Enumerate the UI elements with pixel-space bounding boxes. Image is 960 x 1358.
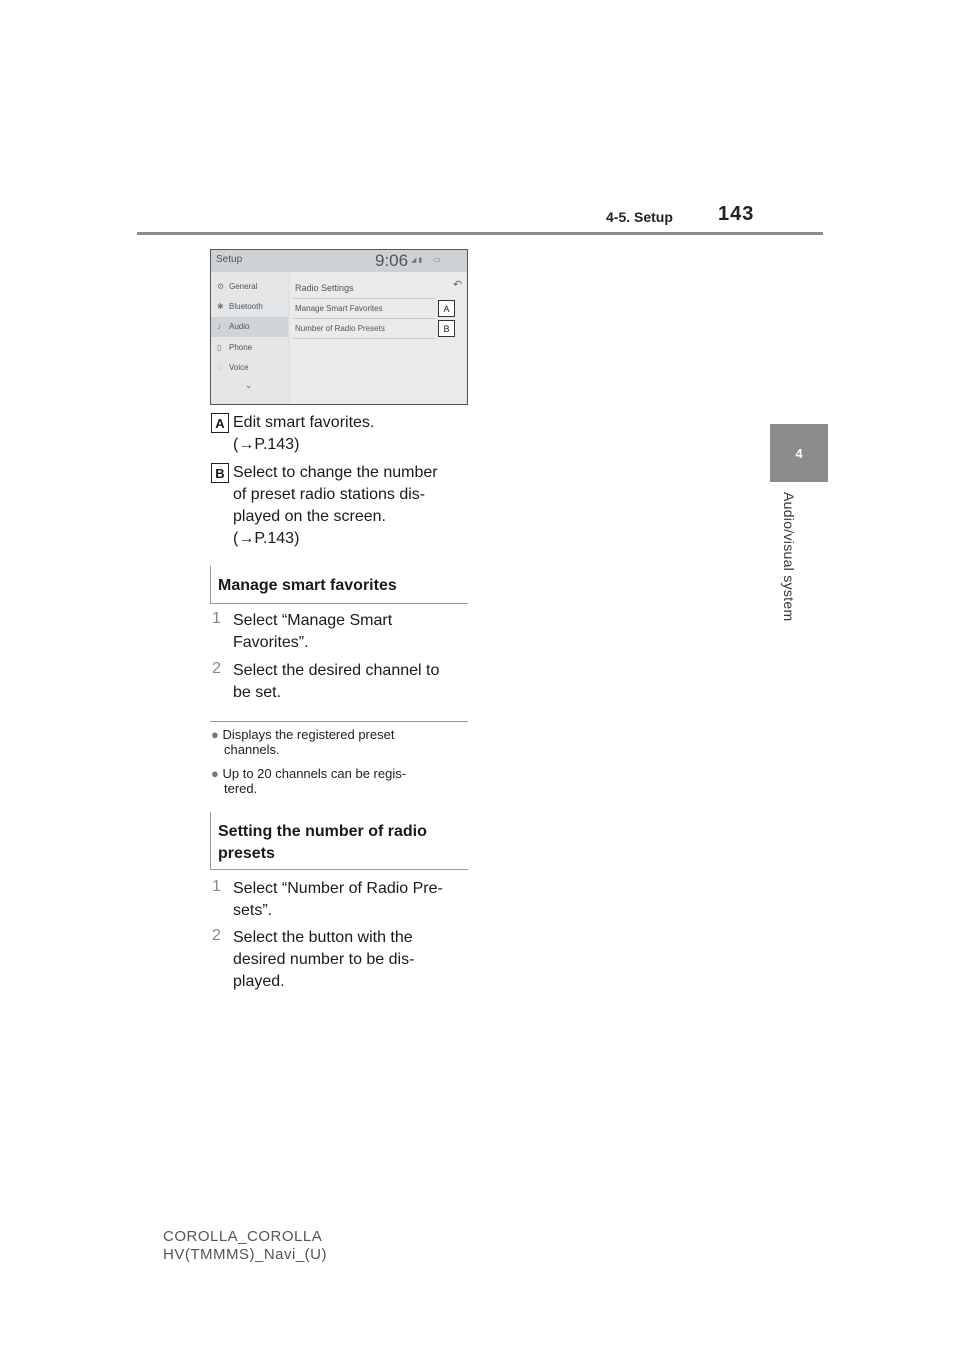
bullet-icon: ● xyxy=(211,766,219,781)
step-number: 2 xyxy=(212,660,221,677)
back-icon: ↶ xyxy=(453,279,463,291)
callout-b: B xyxy=(438,320,455,337)
gear-icon: ⚙ xyxy=(217,282,225,291)
screen-clock: 9:06 xyxy=(375,251,409,270)
header-divider xyxy=(137,232,823,235)
step-number: 1 xyxy=(212,610,221,627)
step-number: 1 xyxy=(212,878,221,895)
notes-divider xyxy=(210,721,468,722)
description-a: Edit smart favorites. (→P.143) xyxy=(233,414,375,453)
chapter-label: Audio/visual system xyxy=(781,492,797,622)
bullet-icon: ● xyxy=(211,727,219,742)
step-text: Select “Manage Smart Favorites”. xyxy=(233,612,393,651)
chevron-down-icon: ⌄ xyxy=(245,380,253,390)
menu-item-general: ⚙ General xyxy=(217,282,258,291)
screen-title: Setup xyxy=(216,254,243,265)
section-title-manage-smart-favorites: Manage smart favorites xyxy=(210,566,468,604)
note-item: ● Up to 20 channels can be regis- tered. xyxy=(211,766,407,796)
section-title-number-of-radio-presets: Setting the number of radio presets xyxy=(210,812,468,870)
step-text: Select the button with the desired number to be dis- played. xyxy=(233,929,415,990)
menu-item-phone: ▯ Phone xyxy=(217,343,253,352)
menu-item-bluetooth: ✱ Bluetooth xyxy=(217,302,263,311)
step-number: 2 xyxy=(212,927,221,944)
screen-status-bar xyxy=(211,250,467,272)
menu-item-voice: ◌ Voice xyxy=(217,363,249,372)
page-number: 143 xyxy=(718,203,755,225)
content-title: Radio Settings xyxy=(295,283,354,293)
menu-item-audio: ♪ Audio xyxy=(211,317,288,337)
label-b: B xyxy=(211,463,229,483)
voice-icon: ◌ xyxy=(217,363,222,372)
note-item: ● Displays the registered preset channels. xyxy=(211,727,395,757)
music-note-icon: ♪ xyxy=(217,322,221,331)
label-a: A xyxy=(211,413,229,433)
callout-a: A xyxy=(438,300,455,317)
setup-screen-image xyxy=(210,249,468,405)
section-heading: 4-5. Setup xyxy=(606,209,673,225)
row-number-of-radio-presets: Number of Radio Presets xyxy=(293,318,435,339)
step-text: Select “Number of Radio Pre- sets”. xyxy=(233,880,443,919)
screen-content xyxy=(290,272,466,404)
phone-icon: ▯ xyxy=(217,343,222,352)
row-manage-smart-favorites: Manage Smart Favorites xyxy=(293,298,435,318)
screen-menu xyxy=(211,272,288,404)
document-footer: COROLLA_COROLLA HV(TMMMS)_Navi_(U) xyxy=(163,1228,327,1263)
signal-icon: ◢ ▮ xyxy=(411,257,423,264)
step-text: Select the desired channel to be set. xyxy=(233,662,440,701)
chapter-tab: 4 xyxy=(770,424,828,482)
description-b: Select to change the number of preset radio stations dis- played on the screen. (→P.143) xyxy=(233,464,438,547)
battery-icon: ▭ xyxy=(433,255,441,264)
bluetooth-icon: ✱ xyxy=(217,302,224,311)
